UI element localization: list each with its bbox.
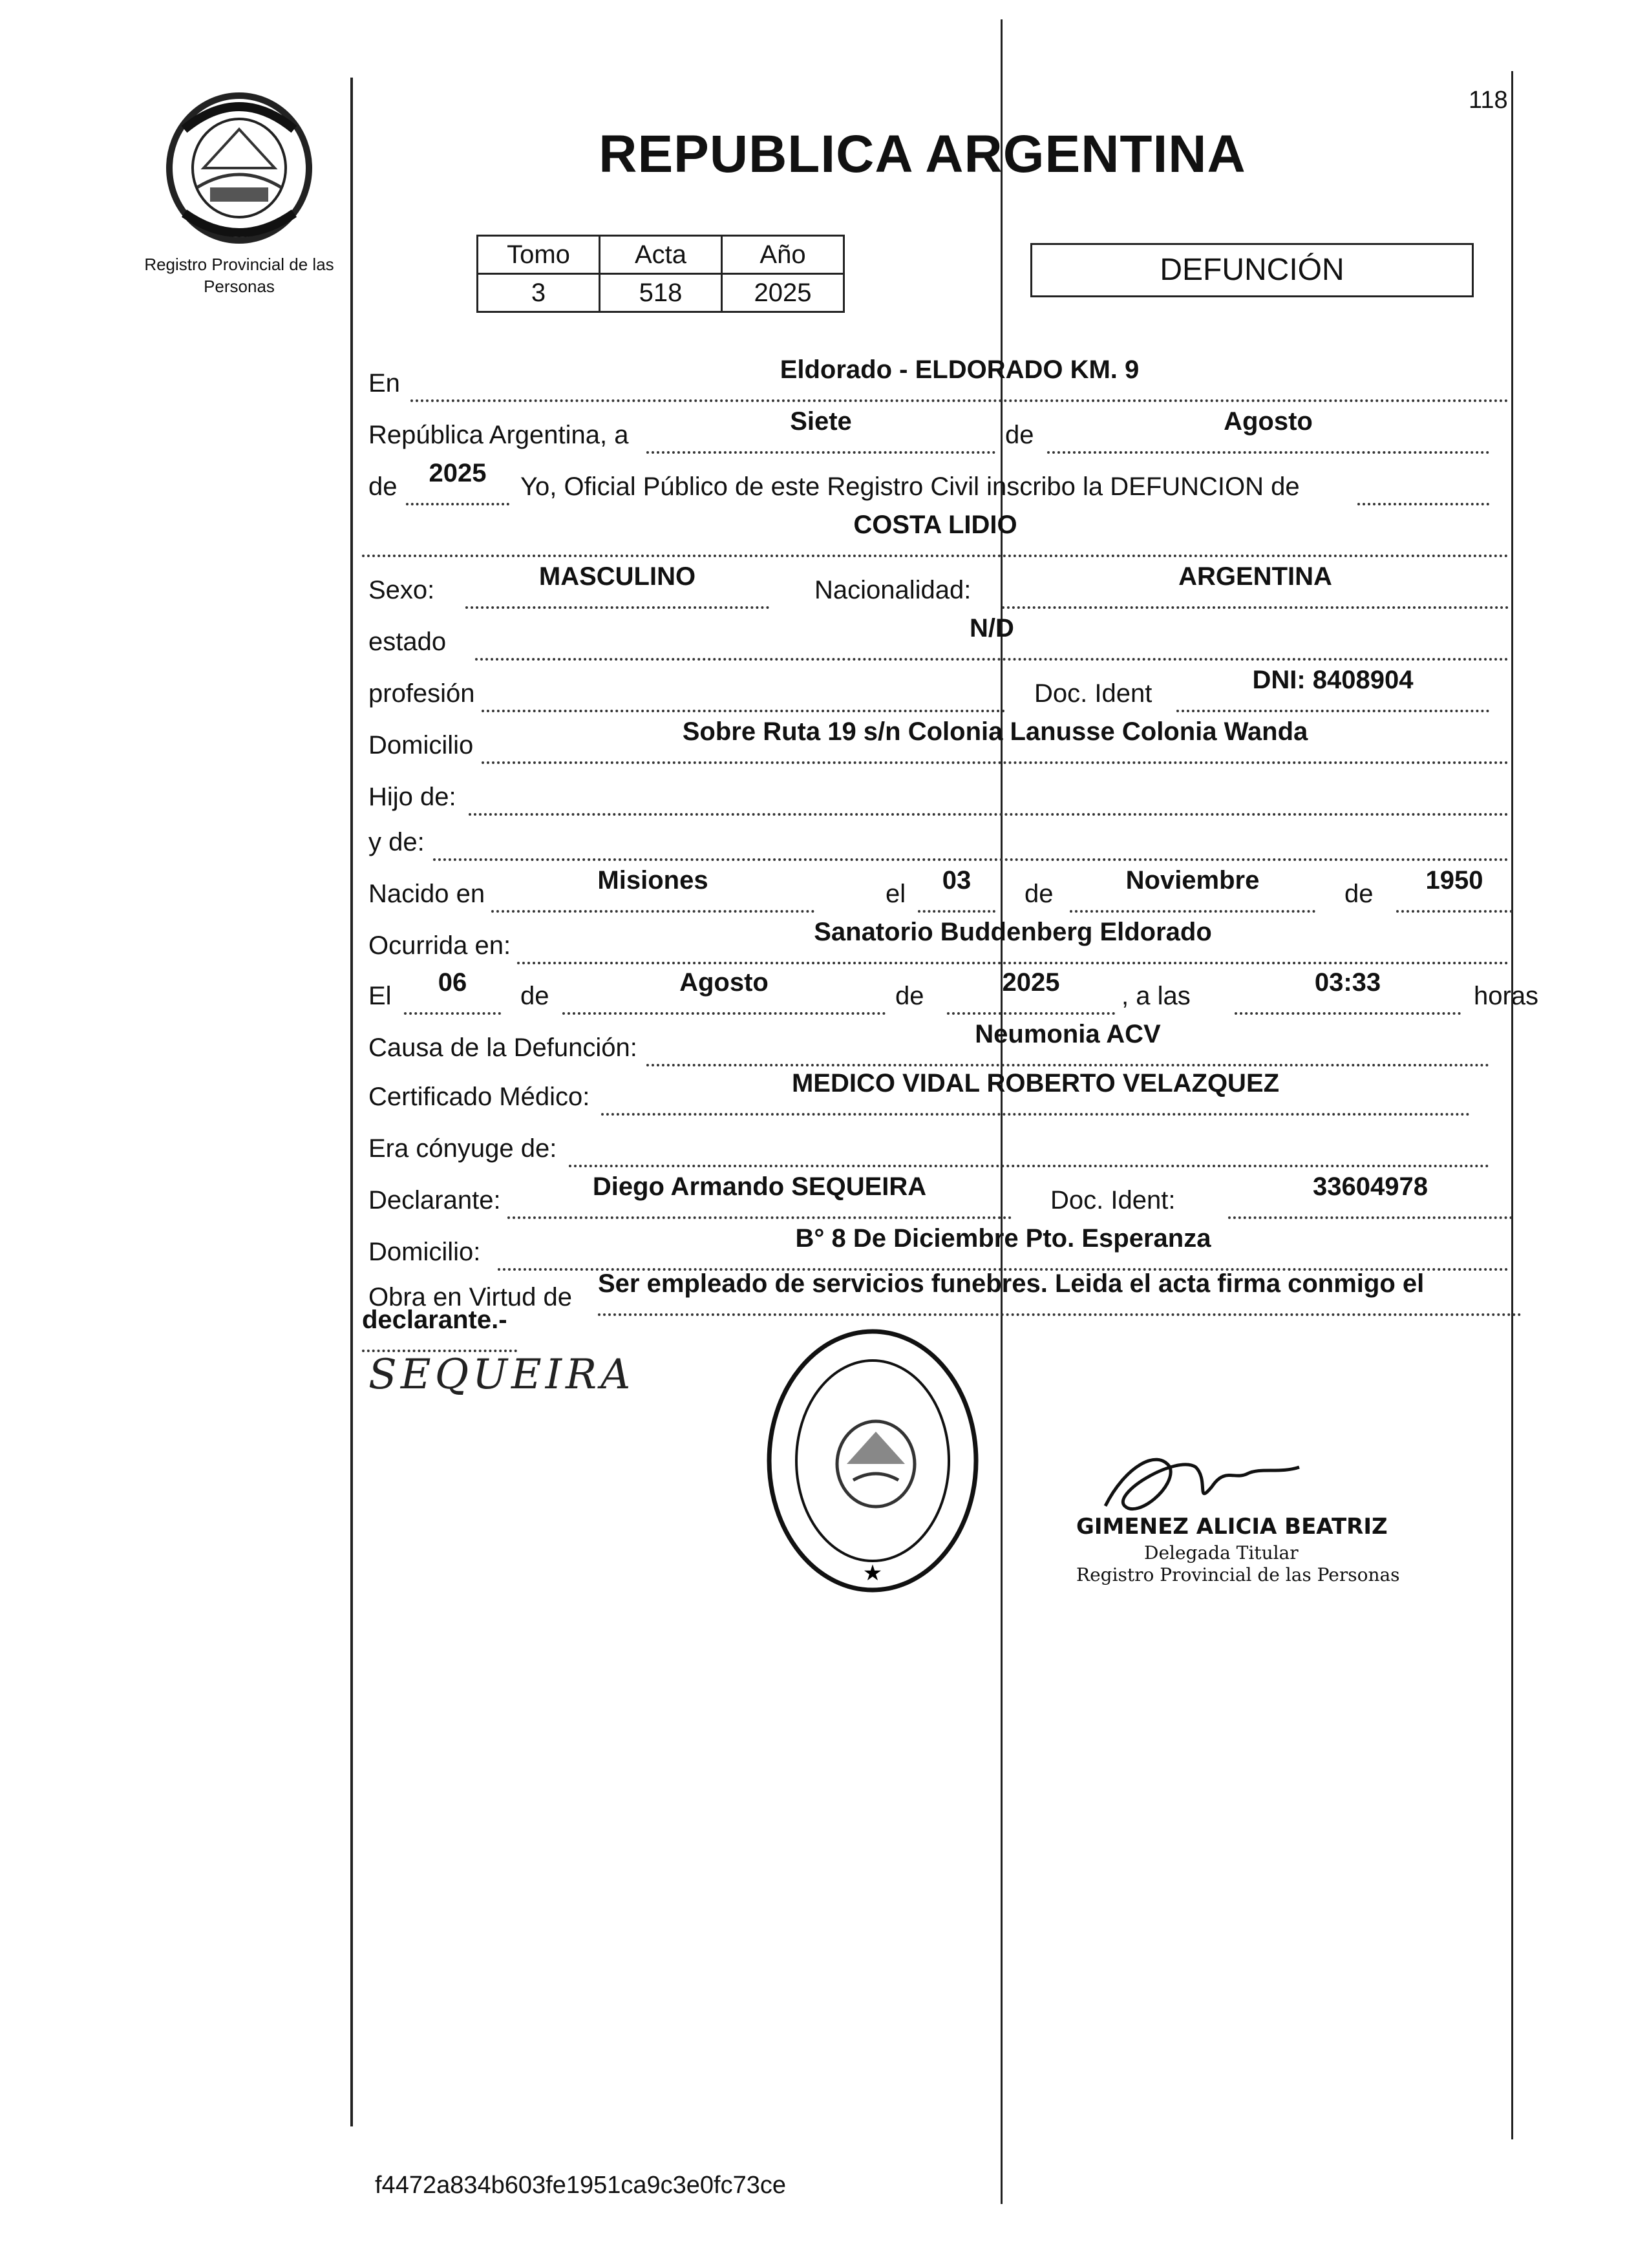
record-table-value: 518 [600,274,722,312]
death-time-value: 03:33 [1314,968,1381,997]
de2-label: de [368,472,398,501]
obra-field-2 [362,1306,517,1352]
row-anio [362,459,1509,508]
right-margin-line [1511,71,1513,2139]
ocurrida-field [517,918,1509,964]
hijo-label: Hijo de: [368,783,456,811]
month-field [1047,407,1489,454]
conyuge-field [569,1126,1489,1167]
birth-year-value: 1950 [1425,866,1483,895]
ocurrida-label: Ocurrida en: [368,931,511,960]
el2-label: El [368,982,392,1010]
cert-field [601,1069,1470,1116]
cert-label: Certificado Médico: [368,1083,590,1111]
birth-day-value: 03 [942,866,972,895]
en-label: En [368,369,400,397]
decl-doc-label: Doc. Ident: [1050,1186,1176,1214]
declarante-label: Declarante: [368,1186,501,1214]
estado-field [475,614,1509,661]
nacionalidad-label: Nacionalidad: [814,576,972,604]
signature-scribble-icon [1099,1428,1306,1525]
row-death-date [362,968,1539,1017]
doc-value: DNI: 8408904 [1252,666,1414,694]
document-hash: f4472a834b603fe1951ca9c3e0fc73ce [375,2172,787,2199]
inscribo-trailing-field [1357,464,1489,505]
nacido-place-field [491,866,814,913]
death-year-field [947,968,1115,1015]
death-month-value: Agosto [679,968,769,997]
row-estado [362,614,1509,663]
sexo-label: Sexo: [368,576,435,604]
row-conyuge [362,1125,1509,1170]
record-table-header: Acta [600,236,722,274]
el-label: el [886,880,906,908]
record-table-value: 3 [478,274,600,312]
birth-de-label: de [1025,880,1054,908]
decl-dom-field [498,1224,1509,1271]
nacionalidad-field [1002,562,1509,609]
officer-office: Registro Provincial de las Personas [1076,1564,1400,1585]
month-value: Agosto [1224,407,1313,436]
nacionalidad-value: ARGENTINA [1178,562,1332,591]
record-table-value: 2025 [722,274,844,312]
row-hijo [362,773,1509,818]
decl-dom-label: Domicilio: [368,1238,481,1266]
death-year-value: 2025 [1002,968,1060,997]
row-yde [362,818,1509,864]
nacido-label: Nacido en [368,880,485,908]
page-title: REPUBLICA ARGENTINA [599,125,1246,184]
causa-label: Causa de la Defunción: [368,1033,637,1062]
declarante-field [507,1172,1012,1219]
en-value: Eldorado - ELDORADO KM. 9 [780,355,1140,384]
death-time-field [1235,968,1461,1015]
estado-value: N/D [970,614,1014,642]
row-decl-domicilio [362,1224,1509,1273]
birth-day-field [918,866,995,913]
obra-value-1: Ser empleado de servicios funebres. Leida el acta firma conmigo el [598,1269,1425,1298]
row-nacido [362,866,1509,915]
record-table-value-row [478,274,844,312]
row-en [362,355,1509,405]
alas-label: , a las [1121,982,1191,1010]
death-day-field [404,968,501,1015]
cert-value: MEDICO VIDAL ROBERTO VELAZQUEZ [791,1069,1280,1097]
inscribo-text: Yo, Oficial Público de este Registro Civil inscribo la DEFUNCION de [520,472,1300,501]
declarant-signature: SEQUEIRA [368,1351,635,1399]
row-domicilio [362,717,1509,767]
officer-signature-scribble [1099,1428,1306,1525]
yde-field [433,820,1509,861]
decl-doc-field [1228,1172,1513,1219]
causa-field [646,1020,1489,1066]
day-words-value: Siete [790,407,852,436]
yde-label: y de: [368,828,425,856]
causa-value: Neumonia ACV [975,1020,1161,1048]
death-de2-label: de [895,982,924,1010]
day-words-field [646,407,995,454]
birth-de2-label: de [1344,880,1374,908]
decl-doc-value: 33604978 [1313,1172,1428,1201]
doc-label: Doc. Ident [1034,679,1152,708]
name-value: COSTA LIDIO [853,511,1017,539]
conyuge-label: Era cónyuge de: [368,1134,557,1163]
birth-year-field [1396,866,1513,913]
death-month-field [562,968,886,1015]
profesion-label: profesión [368,679,475,708]
officer-role: Delegada Titular [1144,1542,1299,1563]
left-margin-line [350,78,353,2126]
record-table [476,235,845,313]
sexo-field [465,562,769,609]
row-causa [362,1020,1509,1069]
officer-name: GIMENEZ ALICIA BEATRIZ [1076,1514,1388,1540]
hijo-field [469,774,1509,816]
row-sexo [362,562,1509,611]
profesion-field [482,671,1005,712]
domicilio-value: Sobre Ruta 19 s/n Colonia Lanusse Colonia Wanda [682,717,1308,746]
row-declarante [362,1172,1509,1222]
year-field [406,459,509,505]
name-field [362,511,1509,557]
nacido-place-value: Misiones [597,866,708,895]
en-field [410,355,1509,402]
obra-label: Obra en Virtud de [368,1283,573,1311]
birth-month-value: Noviembre [1125,866,1260,895]
official-stamp [763,1325,982,1596]
horas-label: horas [1474,982,1539,1010]
domicilio-field [482,717,1509,764]
obra-value-2: declarante.- [362,1306,507,1334]
record-table-header: Año [722,236,844,274]
doc-field [1176,666,1489,712]
record-table-header-row [478,236,844,274]
row-name [362,511,1509,560]
record-table-header: Tomo [478,236,600,274]
domicilio-label: Domicilio [368,731,474,759]
row-fecha [362,407,1509,456]
de-label: de [1005,421,1034,449]
republica-label: República Argentina, a [368,421,629,449]
decl-dom-value: B° 8 De Diciembre Pto. Esperanza [795,1224,1211,1253]
sexo-value: MASCULINO [538,562,696,591]
seal-caption: Registro Provincial de las Personas [144,255,334,296]
svg-text:★: ★ [862,1560,883,1586]
declarante-value: Diego Armando SEQUEIRA [592,1172,927,1201]
ocurrida-value: Sanatorio Buddenberg Eldorado [814,918,1212,946]
birth-month-field [1070,866,1315,913]
row-profesion [362,666,1509,715]
year-value: 2025 [429,459,487,487]
row-certificado [362,1069,1509,1118]
row-ocurrida [362,918,1509,967]
registry-stamp-icon [763,1325,982,1596]
estado-label: estado [368,628,447,656]
page-number: 118 [1469,87,1508,114]
record-type-box: DEFUNCIÓN [1030,243,1474,297]
death-day-value: 06 [438,968,467,997]
death-de-label: de [520,982,549,1010]
